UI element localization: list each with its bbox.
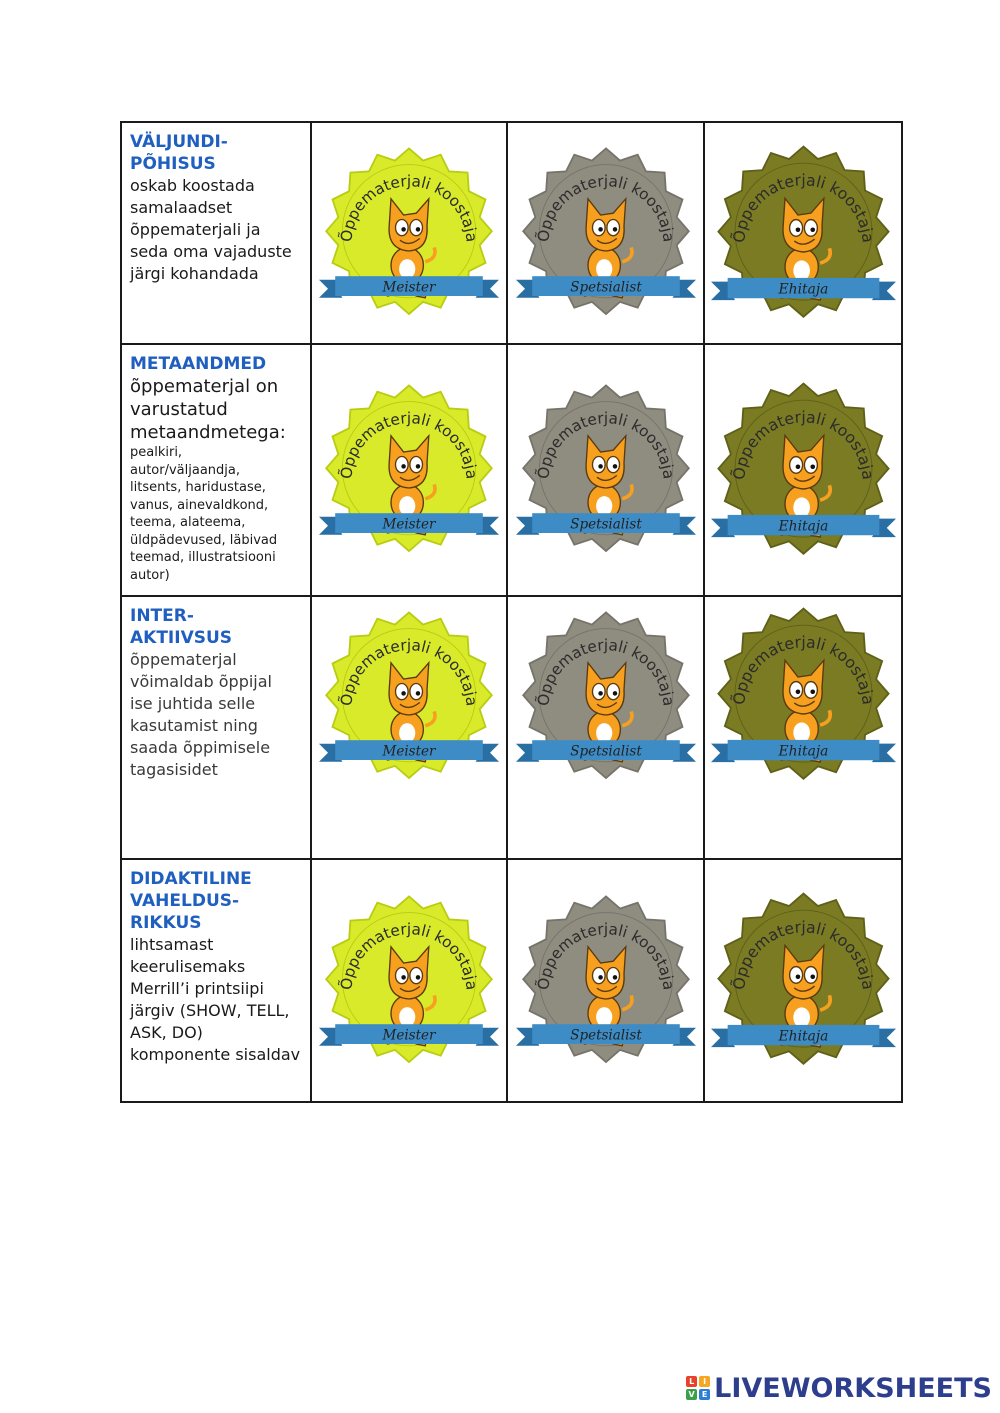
badge-level-label: Ehitaja [778, 1028, 828, 1045]
criterion-cell [121, 596, 311, 859]
logo-tile: I [699, 1376, 710, 1387]
badge-cell-ehitaja [704, 596, 902, 859]
badge-cell-spetsialist [507, 122, 704, 344]
liveworksheets-logo [686, 1371, 992, 1405]
logo-text: LIVEWORKSHEETS [714, 1372, 992, 1404]
logo-tile: V [686, 1389, 697, 1400]
badge-ring-text: Õppematerjali koostaja [533, 919, 678, 991]
spetsialist-badge [516, 143, 696, 323]
criterion-description: oskab koostada samalaadset õppematerjali ja seda oma vajaduste järgi kohandada [130, 176, 292, 283]
badge-cell-ehitaja [704, 859, 902, 1102]
badge-cell-spetsialist [507, 596, 704, 859]
badge-cell-spetsialist [507, 344, 704, 596]
badge-table [120, 121, 903, 1103]
badge-ring-text: Õppematerjali koostaja [337, 636, 481, 707]
badge-level-label: Meister [382, 743, 436, 760]
criterion-cell [121, 859, 311, 1102]
badge-level-label: Spetsialist [569, 279, 642, 296]
criterion-title: INTER- AKTIIVSUS [130, 606, 233, 648]
logo-tile: E [699, 1389, 710, 1400]
badge-level-label: Meister [382, 1027, 436, 1043]
meister-badge [319, 607, 499, 787]
criterion-cell [121, 122, 311, 344]
badge-cell-meister [311, 122, 507, 344]
ehitaja-badge [711, 603, 896, 788]
badge-cell-ehitaja [704, 344, 902, 596]
badge-cell-meister [311, 859, 507, 1102]
badge-cell-spetsialist [507, 859, 704, 1102]
table-row [121, 859, 902, 1102]
badge-ring-text: Õppematerjali koostaja [533, 636, 678, 707]
badge-ring-text: Õppematerjali koostaja [337, 172, 481, 243]
spetsialist-badge [516, 891, 696, 1071]
logo-tiles-icon [686, 1376, 710, 1400]
table-row [121, 596, 902, 859]
criterion-description: õppematerjal on varustatud metaandmetega: [130, 376, 286, 443]
table-row [121, 344, 902, 596]
meister-badge [319, 891, 499, 1071]
logo-tile: L [686, 1376, 697, 1387]
spetsialist-badge [516, 380, 696, 560]
criterion-description: õppematerjal võimaldab õppijal ise juhtida selle kasutamist ning saada õppimisele tagasisidet [130, 650, 272, 779]
criterion-cell [121, 344, 311, 596]
badge-ring-text: Õppematerjali koostaja [533, 172, 678, 243]
meister-badge [319, 143, 499, 323]
badge-level-label: Ehitaja [778, 518, 828, 535]
badge-ring-text: Õppematerjali koostaja [533, 409, 678, 480]
badge-ring-text: Õppematerjali koostaja [728, 632, 878, 706]
criterion-description: lihtsamast keerulisemaks Merrill’i printsiipi järgiv (SHOW, TELL, ASK, DO) komponente sisaldav [130, 935, 301, 1064]
badge-ring-text: Õppematerjali koostaja [337, 409, 481, 480]
badge-level-label: Spetsialist [569, 1027, 642, 1043]
badge-level-label: Ehitaja [778, 281, 828, 298]
ehitaja-badge [711, 141, 896, 326]
spetsialist-badge [516, 607, 696, 787]
badge-ring-text: Õppematerjali koostaja [337, 919, 481, 991]
badge-ring-text: Õppematerjali koostaja [728, 406, 878, 481]
badge-level-label: Meister [382, 516, 436, 533]
criterion-metadata-list: pealkiri, autor/väljaandja, litsents, haridustase, vanus, ainevaldkond, teema, alateema, üldpädevused, läbivad teemad, illustratsiooni autor) [130, 445, 278, 583]
badge-cell-meister [311, 344, 507, 596]
badge-level-label: Meister [382, 279, 436, 296]
meister-badge [319, 380, 499, 560]
badge-level-label: Spetsialist [569, 516, 642, 533]
badge-ring-text: Õppematerjali koostaja [728, 169, 878, 244]
table-row [121, 122, 902, 344]
badge-ring-text: Õppematerjali koostaja [728, 917, 878, 991]
badge-cell-meister [311, 596, 507, 859]
badge-cell-ehitaja [704, 122, 902, 344]
criterion-title: METAANDMED [130, 354, 267, 374]
badge-level-label: Spetsialist [569, 743, 642, 760]
criterion-title: VÄLJUNDI- PÕHISUS [130, 132, 228, 174]
ehitaja-badge [711, 378, 896, 563]
badge-level-label: Ehitaja [778, 743, 828, 760]
criterion-title: DIDAKTILINE VAHELDUS- RIKKUS [130, 869, 252, 933]
ehitaja-badge [711, 888, 896, 1073]
